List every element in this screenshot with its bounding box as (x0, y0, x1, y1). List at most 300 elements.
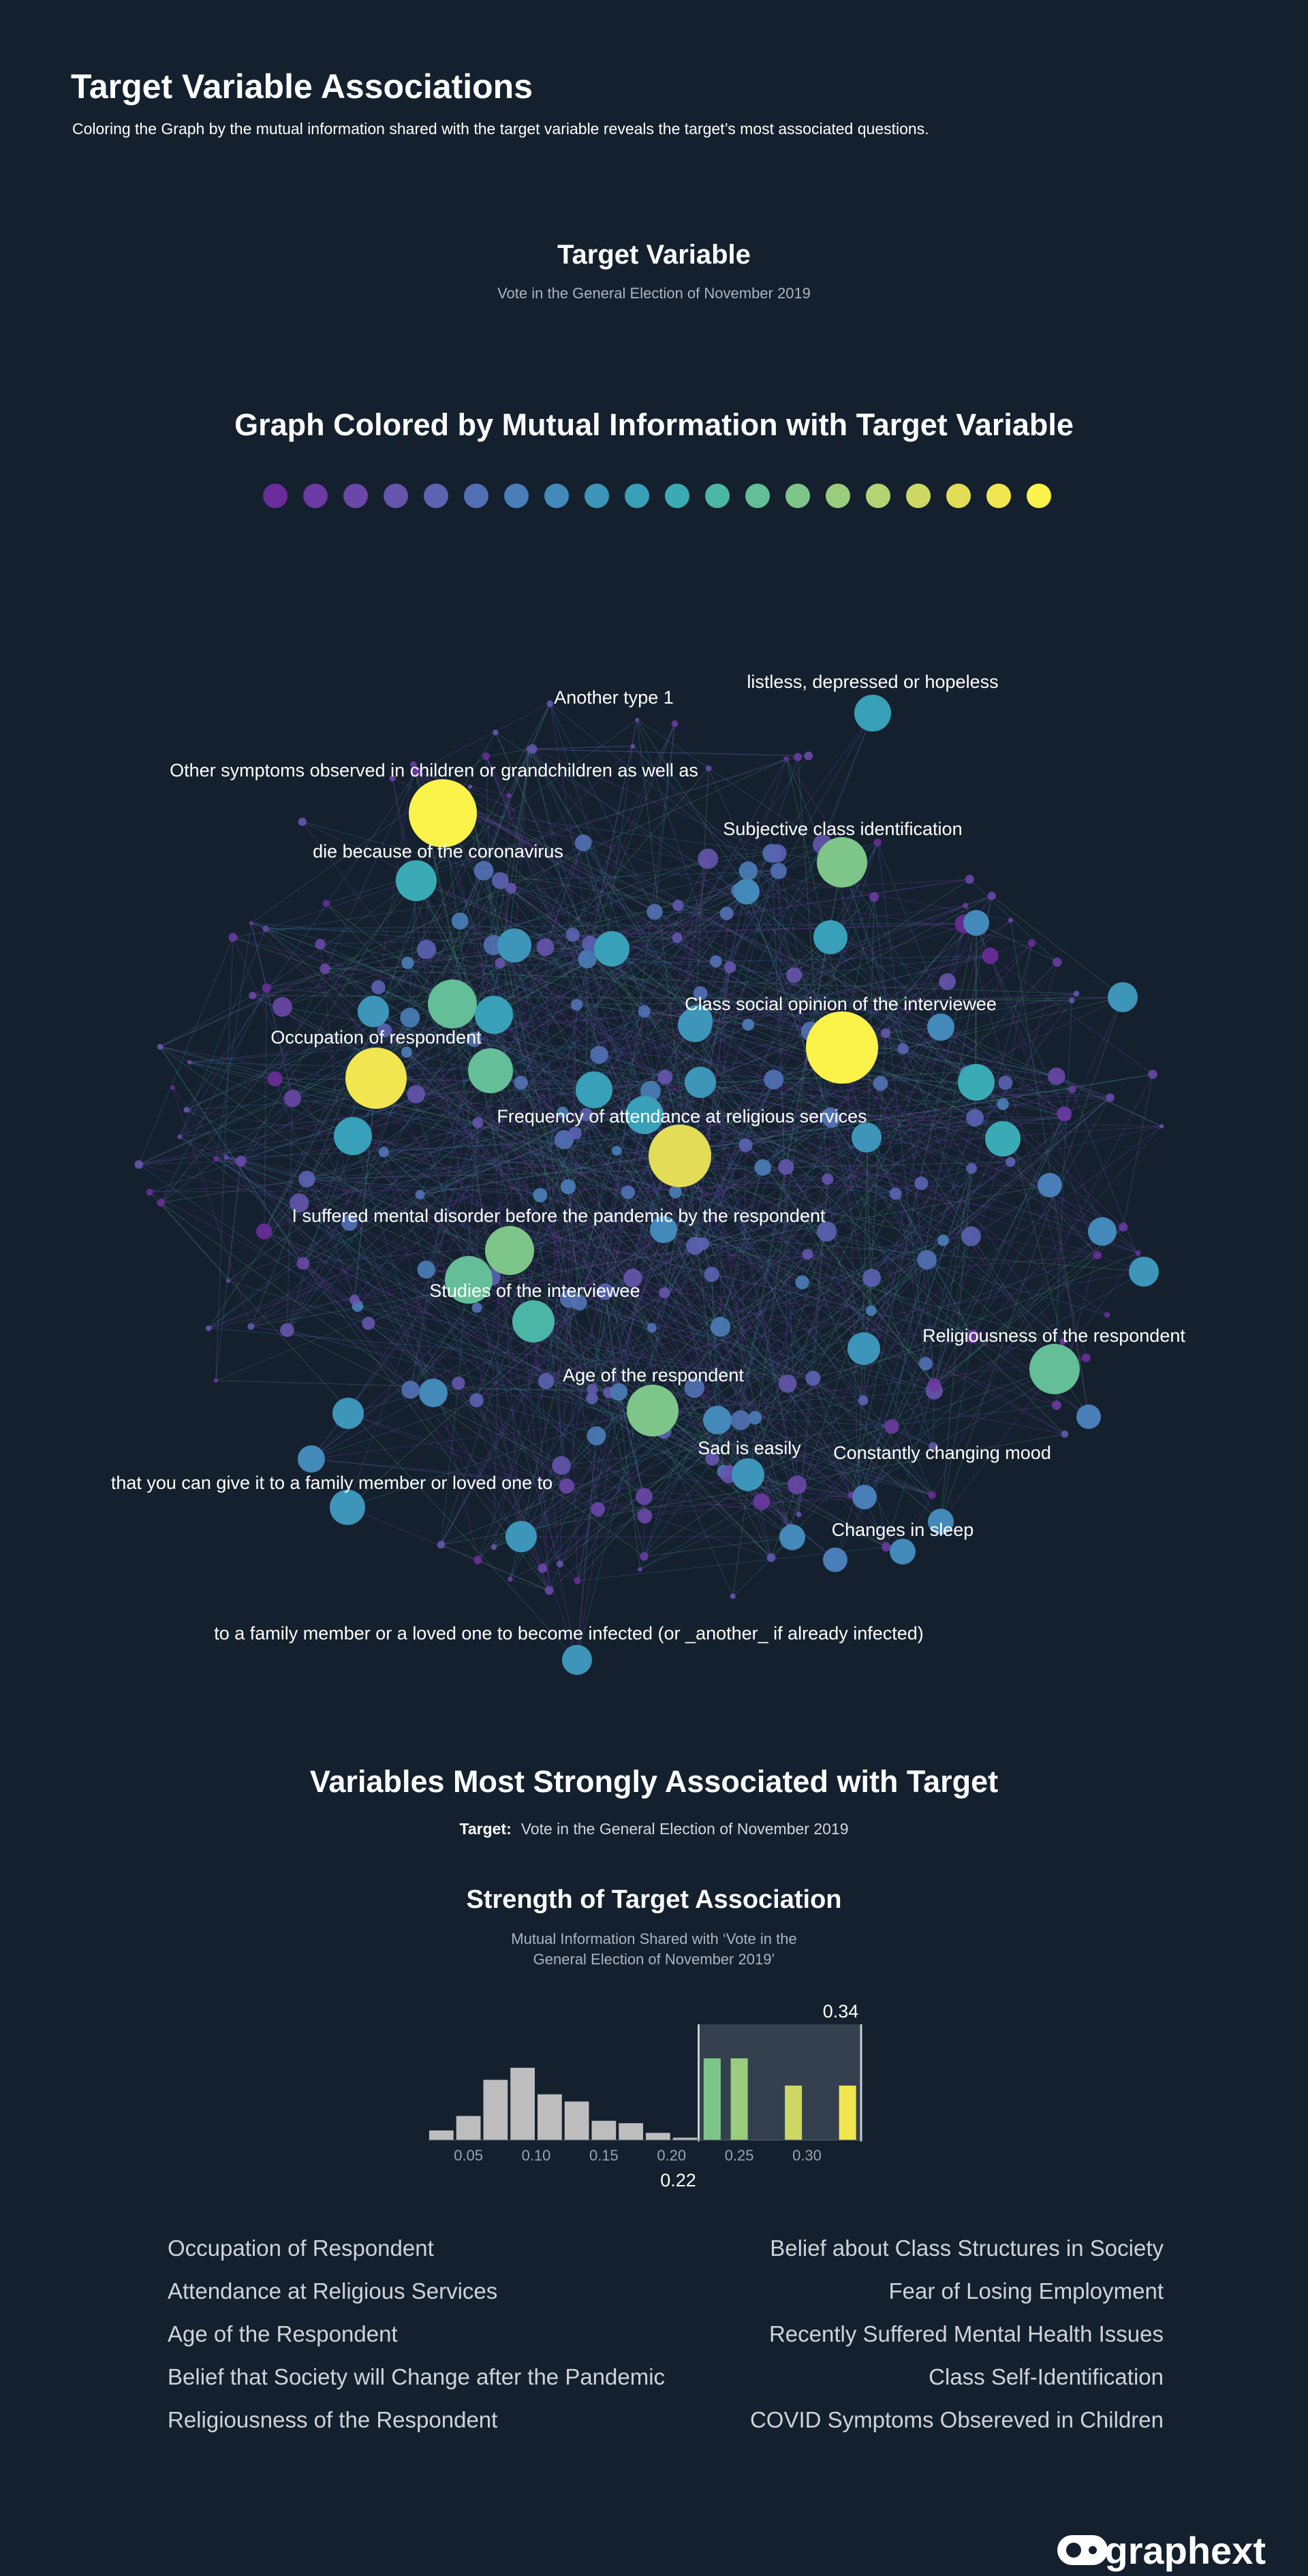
graph-node[interactable] (468, 1048, 513, 1093)
graph-node[interactable] (720, 907, 734, 920)
graph-node[interactable] (334, 1117, 372, 1155)
graph-node[interactable] (963, 902, 968, 908)
graph-node[interactable] (703, 1406, 732, 1434)
target-heading: Target Variable (557, 240, 751, 270)
graph-node[interactable] (1129, 1257, 1159, 1287)
graph-title: Graph Colored by Mutual Information with Target Variable (234, 407, 1074, 442)
graph-node[interactable] (649, 1125, 711, 1187)
graph-node[interactable] (157, 1043, 164, 1050)
graph-node[interactable] (1006, 1157, 1016, 1167)
graph-node[interactable] (228, 933, 237, 942)
graph-node[interactable] (778, 1159, 794, 1175)
graph-node[interactable] (562, 1645, 592, 1675)
graph-node[interactable] (493, 729, 499, 736)
node-label: Another type 1 (554, 687, 674, 708)
graph-node[interactable] (647, 904, 662, 920)
node-label: Class social opinion of the interviewee (685, 994, 997, 1014)
graph-node[interactable] (505, 883, 516, 894)
node-label: Frequency of attendance at religious services (497, 1106, 867, 1127)
graph-node[interactable] (594, 931, 629, 967)
associated-variable[interactable]: Recently Suffered Mental Health Issues (768, 2321, 1164, 2346)
graph-node[interactable] (349, 1295, 360, 1305)
graph-node[interactable] (485, 1226, 534, 1275)
graph-node[interactable] (852, 1122, 882, 1152)
histogram-bar[interactable] (565, 2101, 589, 2140)
graph-node[interactable] (552, 1456, 570, 1475)
graph-node[interactable] (214, 1379, 218, 1383)
graph-node[interactable] (734, 879, 760, 905)
graph-node[interactable] (937, 1235, 949, 1246)
graph-node[interactable] (939, 973, 956, 990)
graph-node[interactable] (813, 920, 847, 954)
graph-node[interactable] (732, 1458, 764, 1491)
graph-node[interactable] (249, 992, 256, 999)
graph-node[interactable] (764, 1069, 783, 1089)
graph-node[interactable] (672, 900, 684, 911)
graph-node[interactable] (272, 997, 292, 1017)
graph-node[interactable] (561, 1179, 576, 1194)
node-label: Other symptoms observed in children or grandchildren as well as (170, 760, 698, 781)
graph-node[interactable] (407, 1085, 425, 1103)
graph-node[interactable] (881, 1028, 890, 1038)
page-title: Target Variable Associations (71, 67, 533, 106)
graph-node[interactable] (1082, 1353, 1091, 1362)
node-label: Studies of the interviewee (429, 1281, 640, 1301)
graph-node[interactable] (538, 1564, 548, 1573)
graph-node[interactable] (806, 1011, 878, 1084)
graph-node[interactable] (371, 980, 386, 994)
graph-node[interactable] (804, 751, 813, 760)
graph-node[interactable] (1088, 1217, 1117, 1246)
legend-swatch (826, 484, 850, 508)
graph-node[interactable] (963, 910, 989, 936)
graph-node[interactable] (640, 1552, 649, 1561)
graph-node[interactable] (284, 1090, 301, 1107)
graph-node[interactable] (1053, 958, 1062, 967)
graph-node[interactable] (396, 860, 437, 901)
graph-node[interactable] (545, 1586, 554, 1595)
histogram-bar[interactable] (731, 2058, 748, 2140)
network-graph[interactable] (0, 613, 1308, 1689)
graph-node[interactable] (437, 1541, 446, 1549)
node-label: Sad is easily (698, 1438, 801, 1458)
graph-node[interactable] (280, 1323, 294, 1336)
graph-node[interactable] (512, 1300, 555, 1342)
graph-node[interactable] (638, 1567, 642, 1572)
node-label: Religiousness of the respondent (922, 1325, 1185, 1346)
node-label: Age of the respondent (563, 1365, 744, 1385)
histogram-bar[interactable] (538, 2094, 562, 2140)
graph-node[interactable] (669, 1186, 682, 1199)
graph-node[interactable] (262, 984, 271, 992)
legend-swatch (745, 484, 770, 508)
node-label: die because of the coronavirus (313, 841, 563, 862)
graph-node[interactable] (323, 900, 330, 907)
graph-node[interactable] (401, 1047, 412, 1058)
graph-node[interactable] (659, 1287, 670, 1298)
selection-min-label: 0.22 (660, 2170, 696, 2190)
graph-node[interactable] (400, 1008, 420, 1028)
graph-node[interactable] (1028, 939, 1036, 947)
graph-node[interactable] (672, 932, 682, 943)
graph-node[interactable] (631, 744, 635, 748)
histogram-bar[interactable] (646, 2133, 670, 2140)
histogram-bar[interactable] (673, 2137, 698, 2140)
graph-node[interactable] (1057, 1106, 1072, 1121)
graph-node[interactable] (1106, 1093, 1115, 1102)
graph-node[interactable] (852, 1485, 877, 1509)
graph-node[interactable] (739, 1138, 753, 1152)
graph-node[interactable] (226, 1278, 230, 1283)
graph-node[interactable] (1048, 1067, 1065, 1085)
graph-node[interactable] (965, 875, 974, 883)
graph-node[interactable] (452, 1377, 465, 1389)
tick-label: 0.20 (657, 2147, 687, 2164)
graph-node[interactable] (919, 1357, 933, 1370)
histogram-bar[interactable] (785, 2086, 802, 2140)
graph-node[interactable] (473, 1556, 482, 1564)
graph-node[interactable] (569, 1127, 582, 1140)
graph-node[interactable] (636, 1488, 653, 1505)
graph-node[interactable] (779, 1524, 805, 1550)
target-value: Vote in the General Election of November 2019 (497, 285, 811, 302)
graph-node[interactable] (345, 1048, 407, 1109)
graph-node[interactable] (559, 1478, 574, 1493)
tick-label: 0.05 (454, 2147, 484, 2164)
graph-node[interactable] (823, 1548, 847, 1572)
graph-node[interactable] (428, 979, 477, 1028)
graph-node[interactable] (1074, 990, 1080, 996)
graph-node[interactable] (576, 1071, 612, 1108)
graph-node[interactable] (635, 718, 639, 722)
graph-node[interactable] (566, 928, 580, 941)
graph-node[interactable] (362, 1317, 375, 1330)
graph-node[interactable] (358, 996, 389, 1027)
graph-node[interactable] (508, 1577, 513, 1582)
graph-node[interactable] (985, 1121, 1021, 1157)
graph-node[interactable] (134, 1160, 143, 1169)
legend-swatch (1027, 484, 1051, 508)
associated-variable[interactable]: Age of the Respondent (168, 2321, 398, 2346)
graph-node[interactable] (847, 1332, 880, 1365)
graph-node[interactable] (249, 921, 253, 925)
target-label: Target: (459, 1820, 512, 1838)
graph-node[interactable] (657, 1069, 672, 1084)
associated-variable[interactable]: Belief that Society will Change after the Pandemic (168, 2364, 666, 2389)
tick-label: 0.30 (792, 2147, 822, 2164)
graph-node[interactable] (298, 1171, 315, 1187)
graph-node[interactable] (591, 1502, 605, 1516)
graph-node[interactable] (1068, 1085, 1076, 1093)
graph-node[interactable] (546, 700, 553, 707)
graph-node[interactable] (533, 1188, 548, 1202)
tick-label: 0.15 (589, 2147, 619, 2164)
graph-node[interactable] (704, 1267, 719, 1282)
graph-node[interactable] (557, 1560, 563, 1567)
graph-node[interactable] (537, 939, 555, 956)
tick-label: 0.10 (521, 2147, 551, 2164)
histogram-subtitle-line-1: Mutual Information Shared with ‘Vote in the (511, 1930, 797, 1947)
node-label: listless, depressed or hopeless (747, 672, 999, 692)
graph-node[interactable] (578, 949, 597, 968)
histogram-bar[interactable] (704, 2058, 721, 2140)
graph-node[interactable] (401, 1381, 420, 1399)
graphext-logo-icon (1056, 2532, 1110, 2568)
histogram-subtitle (450, 1929, 858, 1970)
graph-node[interactable] (711, 1317, 730, 1336)
graph-node[interactable] (256, 1223, 272, 1239)
graph-node[interactable] (495, 958, 505, 968)
graph-node[interactable] (754, 1159, 770, 1176)
legend-swatch (946, 484, 971, 508)
graph-node[interactable] (1159, 1125, 1164, 1129)
node-label: Changes in sleep (831, 1520, 974, 1540)
histogram-bar[interactable] (839, 2086, 856, 2140)
graph-node[interactable] (472, 1302, 482, 1313)
graph-node[interactable] (731, 1411, 751, 1430)
graph-node[interactable] (505, 1521, 537, 1552)
associated-variable[interactable]: Religiousness of the Respondent (168, 2407, 498, 2432)
graph-node[interactable] (1076, 1404, 1101, 1429)
graph-node[interactable] (647, 1323, 657, 1332)
graph-node[interactable] (637, 1509, 652, 1524)
graph-node[interactable] (788, 1475, 807, 1494)
graph-node[interactable] (927, 1014, 954, 1041)
histogram-bar[interactable] (429, 2131, 454, 2140)
graph-node[interactable] (794, 753, 802, 761)
legend-swatch (504, 484, 529, 508)
graph-node[interactable] (1029, 1344, 1080, 1394)
graph-node[interactable] (966, 1109, 984, 1127)
graph-node[interactable] (379, 1147, 389, 1157)
graph-node[interactable] (247, 1323, 254, 1330)
graph-node[interactable] (332, 1398, 364, 1429)
graph-node[interactable] (767, 1554, 776, 1562)
graph-node[interactable] (988, 892, 996, 900)
graph-node[interactable] (469, 1393, 484, 1407)
graph-node[interactable] (298, 1445, 325, 1473)
graph-node[interactable] (889, 1187, 901, 1199)
graph-node[interactable] (805, 1370, 820, 1385)
selection-region[interactable] (699, 2024, 862, 2140)
legend-swatch (906, 484, 931, 508)
graph-node[interactable] (452, 913, 469, 930)
graph-node[interactable] (803, 1248, 813, 1259)
graph-node[interactable] (417, 940, 436, 959)
graph-node[interactable] (213, 1156, 219, 1161)
graph-node[interactable] (474, 861, 494, 881)
graph-node[interactable] (1148, 1070, 1157, 1079)
graph-node[interactable] (170, 1085, 175, 1090)
legend-swatch (585, 484, 609, 508)
graph-node[interactable] (897, 1043, 909, 1055)
graph-node[interactable] (866, 1305, 877, 1316)
graph-node[interactable] (1093, 1251, 1102, 1259)
histogram-bar[interactable] (619, 2123, 643, 2140)
graph-node[interactable] (854, 695, 891, 732)
graph-node[interactable] (786, 967, 802, 983)
graph-node[interactable] (419, 1379, 448, 1407)
graph-node[interactable] (768, 844, 786, 862)
graph-node[interactable] (710, 956, 722, 968)
node-label: Subjective class identification (723, 819, 963, 839)
histogram-bar[interactable] (592, 2121, 617, 2140)
graph-node[interactable] (575, 834, 592, 851)
legend-swatch (544, 484, 569, 508)
graph-node[interactable] (698, 849, 718, 869)
graph-node[interactable] (491, 1544, 497, 1550)
graph-node[interactable] (858, 1396, 869, 1406)
graph-node[interactable] (796, 1512, 802, 1518)
associated-variable[interactable]: Class Self-Identification (929, 2364, 1164, 2389)
graph-node[interactable] (527, 744, 537, 753)
graph-node[interactable] (890, 1539, 916, 1565)
legend-swatch (464, 484, 488, 508)
graph-node[interactable] (672, 721, 679, 727)
graph-node[interactable] (468, 785, 472, 789)
graph-node[interactable] (157, 1199, 165, 1207)
graph-node[interactable] (1008, 917, 1013, 922)
associated-variable[interactable]: Occupation of Respondent (168, 2235, 434, 2261)
graph-node[interactable] (401, 956, 414, 969)
graph-node[interactable] (482, 753, 490, 760)
graph-node[interactable] (610, 1383, 628, 1401)
graph-node[interactable] (223, 1155, 228, 1159)
graph-node[interactable] (749, 1411, 762, 1425)
graph-node[interactable] (742, 1019, 754, 1031)
histogram-bar[interactable] (484, 2080, 508, 2140)
graph-node[interactable] (966, 1163, 977, 1174)
graph-node[interactable] (1069, 998, 1075, 1004)
graph-node[interactable] (236, 1156, 247, 1167)
graph-node[interactable] (1104, 1312, 1110, 1318)
graph-node[interactable] (315, 939, 325, 949)
graph-node[interactable] (183, 1107, 189, 1113)
associations-target (0, 1820, 1308, 1838)
graph-node[interactable] (739, 862, 758, 880)
color-legend (0, 482, 1308, 509)
graph-node[interactable] (928, 1491, 935, 1498)
legend-swatch (866, 484, 890, 508)
target-value: Vote in the General Election of November 2019 (520, 1820, 849, 1838)
graph-node[interactable] (882, 1542, 891, 1552)
graph-node[interactable] (884, 1419, 899, 1434)
graph-node[interactable] (730, 1594, 736, 1599)
histogram-bar[interactable] (510, 2068, 535, 2140)
graph-node[interactable] (795, 1275, 809, 1289)
graph-node[interactable] (873, 1076, 888, 1091)
graph-node[interactable] (869, 892, 879, 902)
graph-node[interactable] (296, 1257, 309, 1270)
associations-title: Variables Most Strongly Associated with Target (309, 1764, 999, 1799)
graph-node[interactable] (409, 779, 477, 847)
graph-node[interactable] (779, 1375, 797, 1393)
legend-swatch (343, 484, 368, 508)
graph-node[interactable] (862, 1269, 881, 1287)
graph-node[interactable] (187, 1060, 192, 1065)
graph-node[interactable] (961, 1227, 981, 1246)
associated-variable[interactable]: Belief about Class Structures in Society (770, 2235, 1164, 2261)
mutual-information-histogram[interactable] (409, 1968, 899, 2214)
graph-node[interactable] (587, 1426, 606, 1445)
node-label: Constantly changing mood (833, 1443, 1051, 1463)
node-label: that you can give it to a family member or loved one to (110, 1473, 553, 1493)
graph-node[interactable] (298, 818, 307, 826)
histogram-subtitle-line-2: General Election of November 2019’ (533, 1951, 775, 1968)
graph-node[interactable] (571, 999, 582, 1010)
graph-node[interactable] (472, 1118, 483, 1129)
graph-node[interactable] (177, 1134, 182, 1139)
graph-node[interactable] (206, 1325, 211, 1331)
page-subtitle: Coloring the Graph by the mutual information shared with the target variable reveals the target’s most associated questions. (72, 120, 929, 138)
node-label: to a family member or a loved one to become infected (or _another_ if already infected) (214, 1623, 924, 1644)
graph-node[interactable] (538, 1373, 554, 1389)
graph-node[interactable] (320, 964, 330, 974)
graph-node[interactable] (914, 1176, 928, 1190)
graph-node[interactable] (262, 926, 268, 932)
graph-node[interactable] (146, 1189, 153, 1195)
graph-node[interactable] (998, 1075, 1012, 1090)
graph-node[interactable] (330, 1490, 365, 1525)
associated-variable[interactable]: Attendance at Religious Services (168, 2278, 498, 2304)
graph-node[interactable] (770, 863, 787, 879)
graph-node[interactable] (706, 766, 712, 772)
legend-swatch (665, 484, 689, 508)
graph-node[interactable] (497, 928, 531, 962)
associated-variable[interactable]: Fear of Losing Employment (888, 2278, 1164, 2304)
histogram-bar[interactable] (456, 2116, 481, 2140)
brand-name: graphext (1104, 2529, 1266, 2572)
graph-node[interactable] (1136, 1251, 1141, 1256)
graph-node[interactable] (1108, 982, 1138, 1012)
selection-max-label: 0.34 (822, 2001, 859, 2022)
graph-node[interactable] (822, 1174, 833, 1185)
graph-node[interactable] (1061, 1430, 1069, 1438)
graph-node[interactable] (590, 1046, 608, 1063)
graph-node[interactable] (696, 1238, 709, 1251)
tick-label: 0.25 (724, 2147, 754, 2164)
graph-node[interactable] (507, 793, 512, 798)
graph-node[interactable] (638, 1005, 651, 1018)
graph-node[interactable] (958, 1064, 995, 1101)
graph-node[interactable] (514, 1075, 527, 1089)
graph-node[interactable] (724, 961, 736, 973)
graph-node[interactable] (1052, 1400, 1061, 1410)
graph-node[interactable] (982, 947, 998, 964)
graph-node[interactable] (685, 1067, 716, 1098)
legend-swatch (625, 484, 649, 508)
graph-node[interactable] (612, 1146, 621, 1155)
graph-node[interactable] (997, 1098, 1009, 1110)
associated-variable[interactable]: COVID Symptoms Obsereved in Children (749, 2407, 1164, 2432)
graph-node[interactable] (627, 1385, 679, 1436)
graph-node[interactable] (874, 838, 882, 846)
node-label: Occupation of respondent (270, 1027, 482, 1048)
graph-node[interactable] (574, 1577, 581, 1584)
graph-node[interactable] (1038, 1173, 1062, 1197)
graph-node[interactable] (1119, 1223, 1127, 1231)
graph-node[interactable] (416, 1190, 425, 1199)
graph-node[interactable] (917, 1250, 936, 1269)
graph-node[interactable] (928, 1378, 941, 1391)
graph-node[interactable] (784, 756, 790, 761)
graph-node[interactable] (267, 1071, 282, 1086)
graph-node[interactable] (817, 837, 867, 888)
graph-node[interactable] (587, 1384, 598, 1396)
graph-node[interactable] (753, 1493, 770, 1509)
graph-node[interactable] (621, 1185, 635, 1199)
graph-node[interactable] (417, 1261, 435, 1278)
